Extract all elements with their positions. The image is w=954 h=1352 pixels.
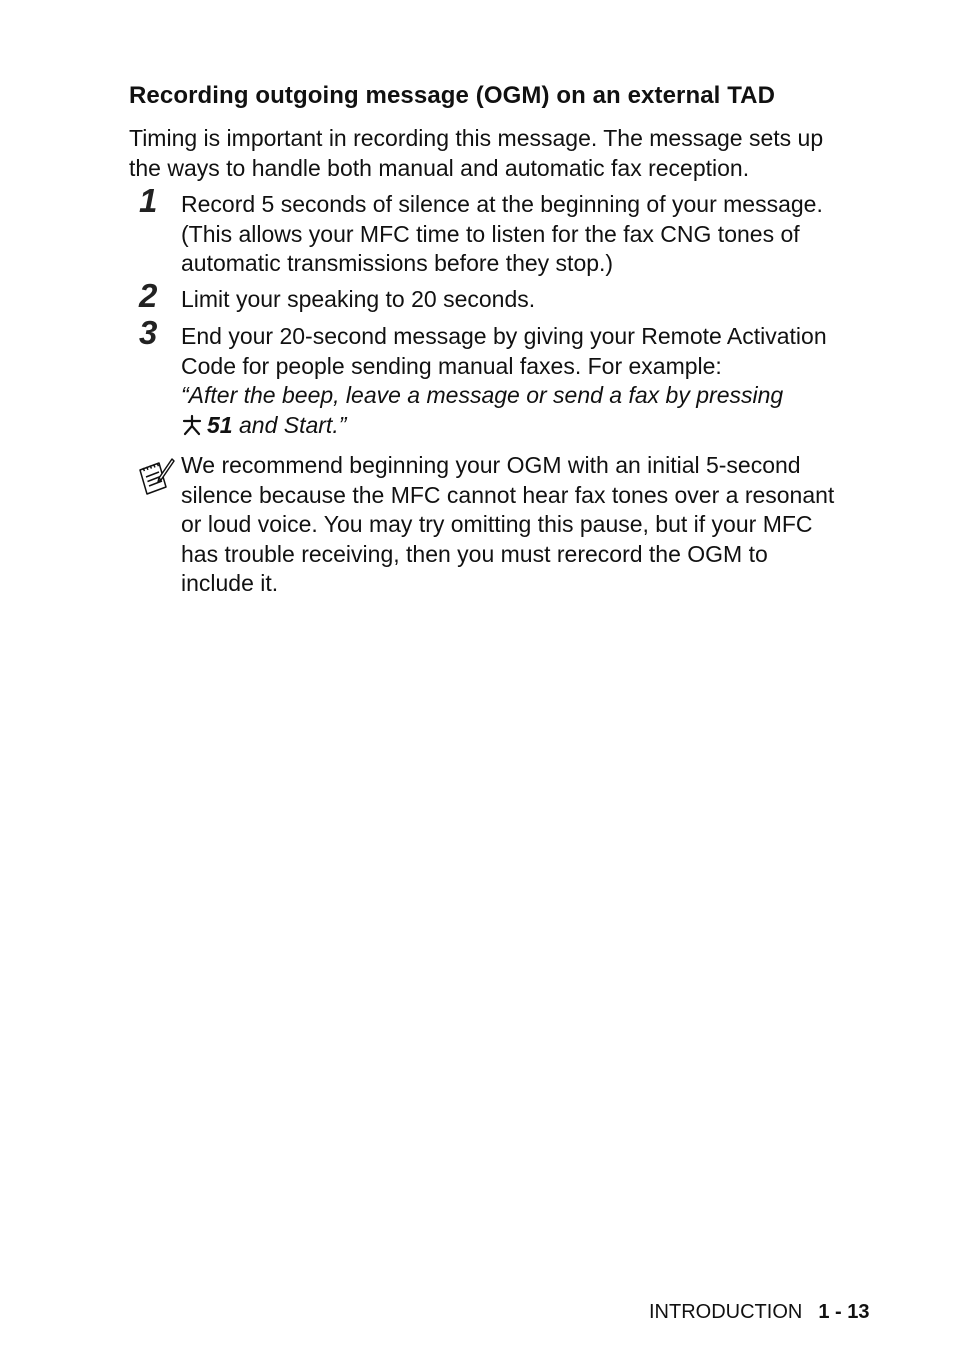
note-line: We recommend beginning your OGM with an initial 5-second <box>181 452 801 478</box>
step-number: 3 <box>139 314 158 351</box>
section-heading: Recording outgoing message (OGM) on an external TAD <box>129 82 776 109</box>
step-line: End your 20-second message by giving your Remote Activation <box>181 323 827 349</box>
step-line: Record 5 seconds of silence at the beginning of your message. <box>181 191 823 217</box>
example-code: 51 <box>207 411 233 438</box>
step-text <box>181 190 823 279</box>
example-line: “After the beep, leave a message or send a fax by pressing <box>181 382 784 408</box>
note-line: or loud voice. You may try omitting this pause, but if your MFC <box>181 511 813 537</box>
note-line: has trouble receiving, then you must rerecord the OGM to <box>181 540 768 567</box>
step-number: 1 <box>139 182 158 219</box>
note-pad-pencil-icon <box>137 456 175 496</box>
intro-line: Timing is important in recording this message. The message sets up <box>129 125 824 151</box>
step-line: Code for people sending manual faxes. For example: <box>181 352 722 379</box>
step-text <box>181 322 827 440</box>
example-end: and Start.” <box>232 411 347 438</box>
page-footer <box>649 1301 869 1324</box>
page-number: 1 - 13 <box>818 1301 870 1323</box>
step-line: (This allows your MFC time to listen for the fax CNG tones of <box>181 220 800 247</box>
intro-paragraph <box>129 124 889 183</box>
intro-line: the ways to handle both manual and automatic fax reception. <box>129 154 750 181</box>
footer-section: INTRODUCTION <box>649 1301 803 1323</box>
step-line: automatic transmissions before they stop.) <box>181 250 614 276</box>
step-number: 2 <box>139 277 158 314</box>
note-line: include it. <box>181 570 279 596</box>
note-text <box>181 451 834 599</box>
step-text <box>181 285 535 315</box>
star-key-icon <box>181 414 203 436</box>
step-line: Limit your speaking to 20 seconds. <box>181 286 536 312</box>
example-line <box>181 411 827 441</box>
note-line: silence because the MFC cannot hear fax tones over a resonant <box>181 481 835 508</box>
